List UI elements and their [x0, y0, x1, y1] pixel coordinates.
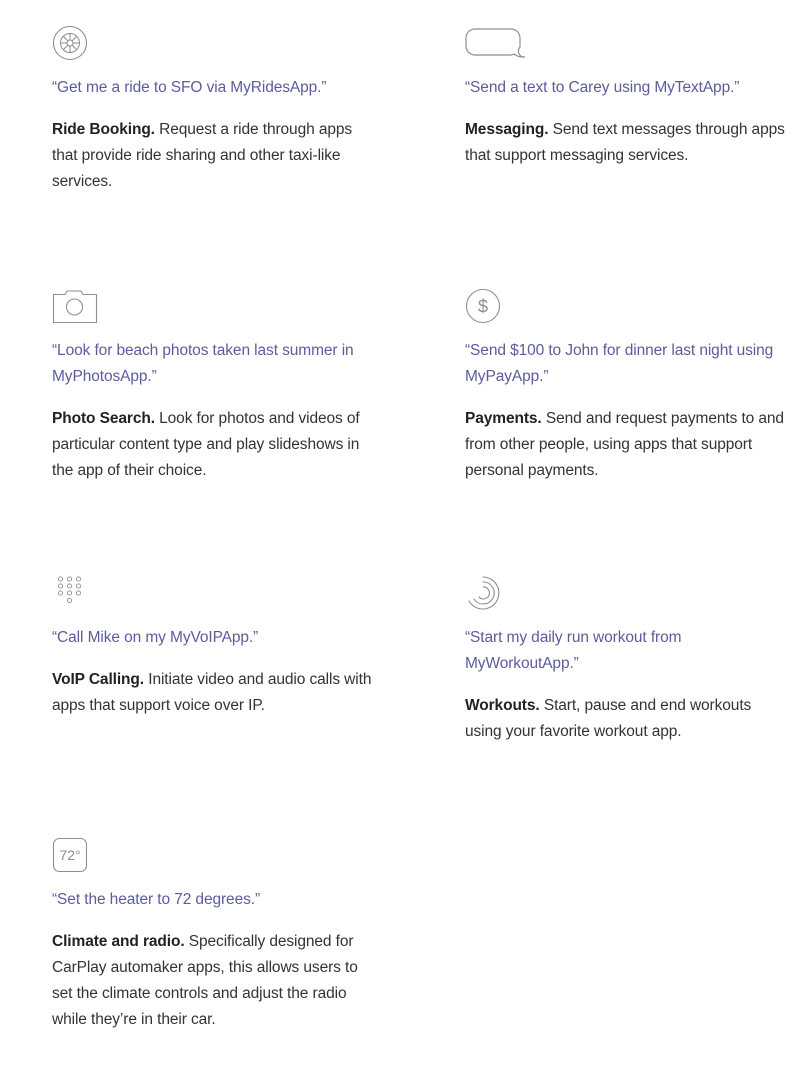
- feature-body: Send and request payments to and from other people, using apps that support personal payments.: [465, 410, 784, 479]
- feature-description: [52, 929, 372, 1033]
- camera-icon: [52, 288, 102, 324]
- feature-body: Start, pause and end workouts using your favorite workout app.: [465, 697, 752, 740]
- feature-description: [52, 406, 372, 484]
- feature-voip-calling: [52, 575, 372, 719]
- feature-quote: “Look for beach photos taken last summer in MyPhotosApp.”: [52, 342, 354, 385]
- feature-title: Messaging.: [465, 121, 549, 138]
- steering-wheel-icon: [52, 25, 102, 61]
- svg-text:$: $: [477, 296, 489, 317]
- feature-payments: [465, 288, 785, 484]
- feature-quote: “Set the heater to 72 degrees.”: [52, 891, 261, 908]
- feature-photo-search: [52, 288, 372, 484]
- activity-rings-icon: [465, 575, 515, 611]
- thermostat-icon: [52, 837, 102, 873]
- feature-title: VoIP Calling.: [52, 671, 145, 688]
- feature-title: Climate and radio.: [52, 933, 185, 950]
- feature-description: [465, 117, 785, 169]
- feature-description: [465, 406, 785, 484]
- message-bubble-icon: [465, 27, 515, 61]
- feature-title: Photo Search.: [52, 410, 155, 427]
- feature-body: Send text messages through apps that support messaging services.: [465, 121, 785, 164]
- feature-description: [52, 667, 372, 719]
- feature-title: Payments.: [465, 410, 542, 427]
- feature-description: [465, 693, 785, 745]
- feature-climate-radio: [52, 837, 372, 1033]
- feature-quote: “Send $100 to John for dinner last night using MyPayApp.”: [465, 342, 774, 385]
- feature-body: Specifically designed for CarPlay automaker apps, this allows users to set the climate controls and adjust the radio while they’re in their car.: [52, 933, 358, 1028]
- feature-body: Request a ride through apps that provide ride sharing and other taxi-like services.: [52, 121, 353, 190]
- feature-title: Workouts.: [465, 697, 540, 714]
- feature-body: Initiate video and audio calls with apps that support voice over IP.: [52, 671, 372, 714]
- thermostat-value: 72°: [59, 847, 81, 863]
- feature-workouts: [465, 575, 785, 745]
- feature-description: [52, 117, 372, 195]
- feature-messaging: [465, 27, 785, 169]
- feature-quote: “Start my daily run workout from MyWorkoutApp.”: [465, 629, 682, 672]
- feature-title: Ride Booking.: [52, 121, 155, 138]
- feature-ride-booking: [52, 25, 372, 195]
- feature-quote: “Get me a ride to SFO via MyRidesApp.”: [52, 79, 327, 96]
- feature-body: Look for photos and videos of particular content type and play slideshows in the app of their choice.: [52, 410, 360, 479]
- dollar-coin-icon: [465, 288, 515, 324]
- feature-quote: “Call Mike on my MyVoIPApp.”: [52, 629, 259, 646]
- feature-quote: “Send a text to Carey using MyTextApp.”: [465, 79, 740, 96]
- keypad-icon: [52, 575, 102, 611]
